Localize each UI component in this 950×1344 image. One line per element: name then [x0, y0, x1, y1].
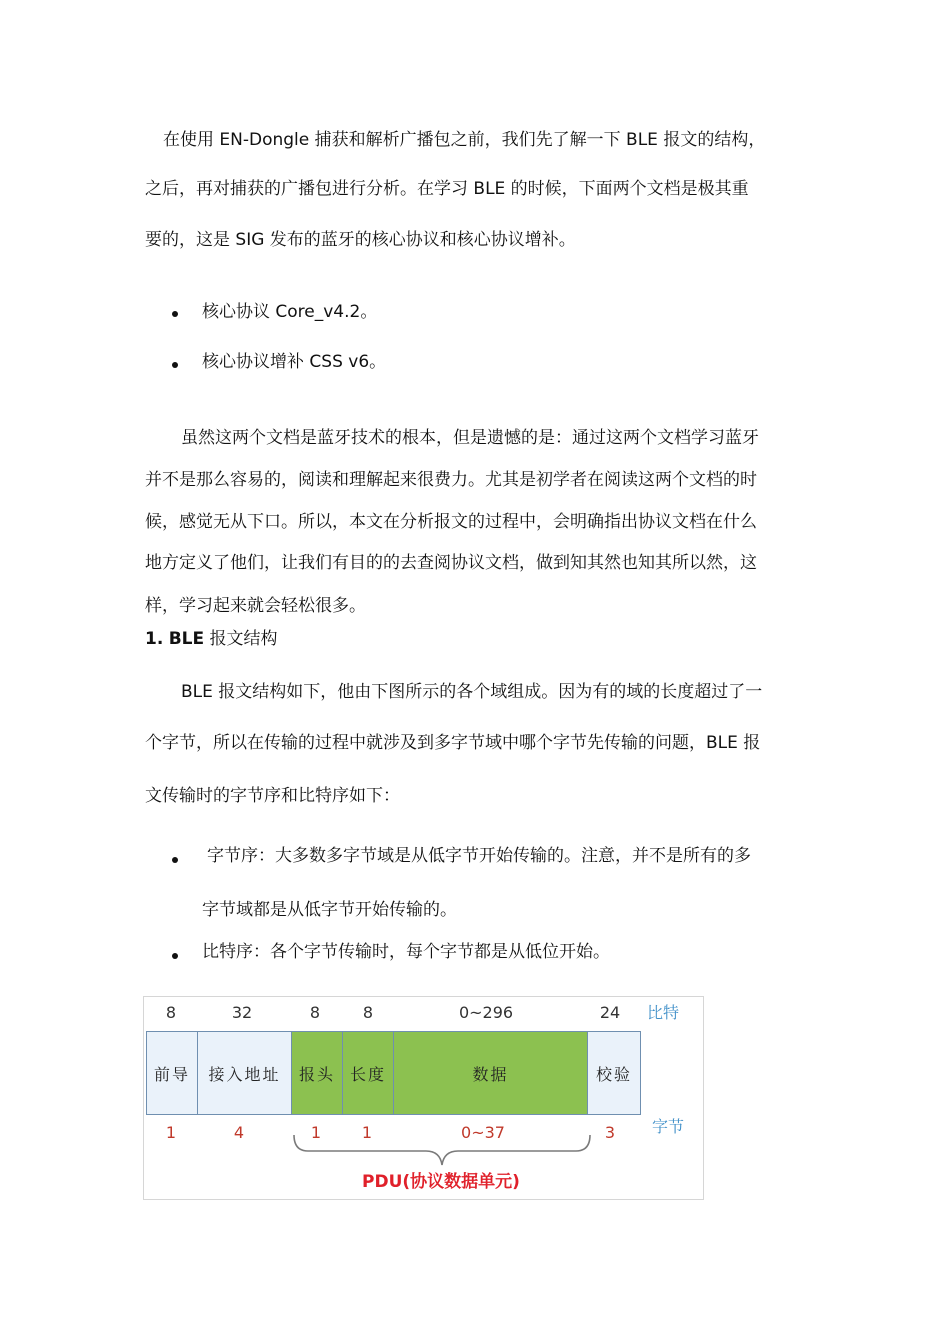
bits-label: 0~296 — [458, 1003, 514, 1022]
bits-label: 24 — [599, 1003, 621, 1022]
pdu-brace-icon — [292, 1133, 592, 1167]
intro-line-3: 要的，这是 SIG 发布的蓝牙的核心协议和核心协议增补。 — [145, 230, 576, 250]
bits-label: 8 — [165, 1003, 177, 1022]
byte-order-line-2: 字节域都是从低字节开始传输的。 — [202, 900, 457, 920]
para3-line-2: 个字节，所以在传输的过程中就涉及到多字节域中哪个字节先传输的问题，BLE 报 — [145, 733, 761, 753]
bytes-label: 1 — [310, 1123, 322, 1142]
bits-label: 8 — [309, 1003, 321, 1022]
para3-line-3: 文传输时的字节序和比特序如下： — [145, 786, 400, 806]
section-title: 报文结构 — [209, 629, 278, 649]
field-preamble: 前导 — [146, 1031, 198, 1115]
field-length: 长度 — [342, 1031, 394, 1115]
pdu-label: PDU(协议数据单元) — [362, 1172, 520, 1192]
field-crc: 校验 — [587, 1031, 641, 1115]
ble-packet-diagram — [143, 996, 704, 1200]
field-access-address: 接入地址 — [197, 1031, 292, 1115]
field-header: 报头 — [291, 1031, 343, 1115]
bytes-label: 1 — [361, 1123, 373, 1142]
section-heading — [145, 627, 278, 651]
bytes-label: 4 — [233, 1123, 245, 1142]
field-payload: 数据 — [393, 1031, 588, 1115]
section-number: 1. — [145, 629, 164, 649]
bits-label: 32 — [231, 1003, 253, 1022]
docs-list-item-1: 核心协议 Core_v4.2。 — [202, 302, 378, 322]
bits-label: 8 — [362, 1003, 374, 1022]
para2-line-5: 样，学习起来就会轻松很多。 — [145, 596, 366, 616]
bit-order: 比特序：各个字节传输时，每个字节都是从低位开始。 — [202, 942, 610, 962]
bullet-dot — [172, 953, 178, 959]
docs-list-item-2: 核心协议增补 CSS v6。 — [202, 352, 387, 372]
bytes-label: 3 — [604, 1123, 616, 1142]
bytes-label: 1 — [165, 1123, 177, 1142]
para2-line-2: 并不是那么容易的，阅读和理解起来很费力。尤其是初学者在阅读这两个文档的时 — [145, 470, 757, 490]
para3-line-1: BLE 报文结构如下，他由下图所示的各个域组成。因为有的域的长度超过了一 — [181, 682, 763, 702]
bits-unit-label: 比特 — [647, 1003, 680, 1022]
bytes-label: 0~37 — [461, 1123, 505, 1142]
byte-order-line-1: 字节序：大多数多字节域是从低字节开始传输的。注意，并不是所有的多 — [207, 846, 751, 866]
bullet-dot — [172, 311, 178, 317]
bytes-unit-label: 字节 — [652, 1117, 685, 1136]
intro-line-2: 之后，再对捕获的广播包进行分析。在学习 BLE 的时候，下面两个文档是极其重 — [145, 179, 749, 199]
para2-line-1: 虽然这两个文档是蓝牙技术的根本，但是遗憾的是：通过这两个文档学习蓝牙 — [181, 428, 759, 448]
bullet-dot — [172, 362, 178, 368]
para2-line-4: 地方定义了他们，让我们有目的的去查阅协议文档，做到知其然也知其所以然，这 — [145, 553, 757, 573]
intro-line-1: 在使用 EN-Dongle 捕获和解析广播包之前，我们先了解一下 BLE 报文的结构， — [163, 130, 766, 150]
section-ble: BLE — [168, 629, 205, 649]
bullet-dot — [172, 857, 178, 863]
para2-line-3: 候，感觉无从下口。所以，本文在分析报文的过程中，会明确指出协议文档在什么 — [145, 512, 757, 532]
